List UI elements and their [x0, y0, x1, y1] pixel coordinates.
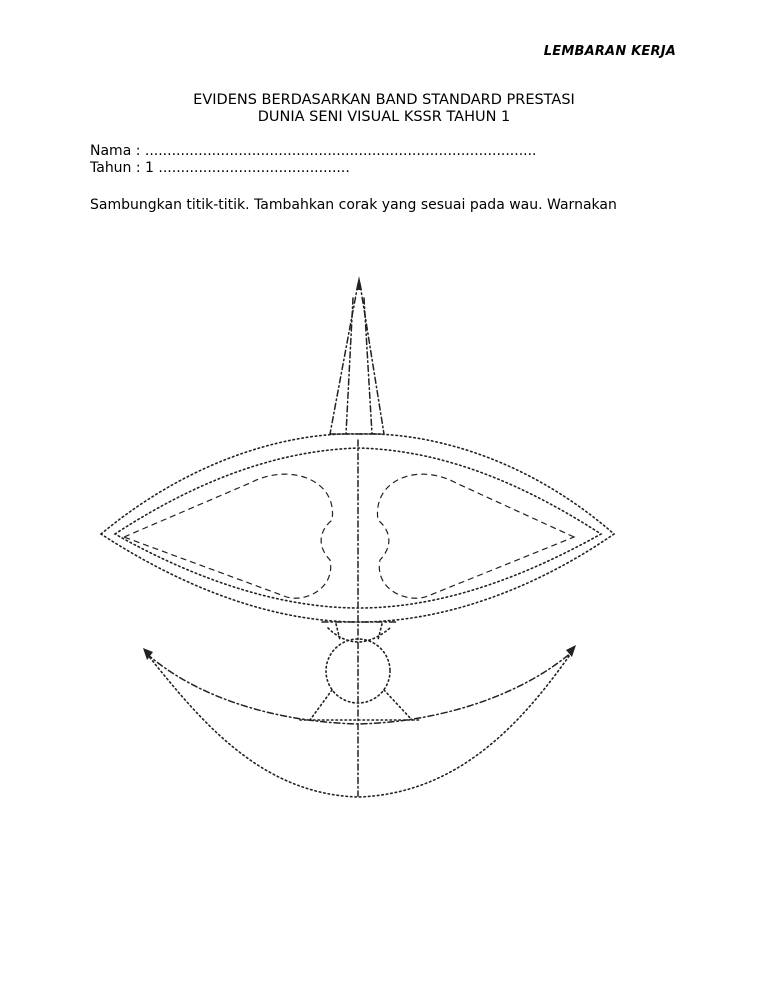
- year-field[interactable]: Tahun : 1 ...........................................: [90, 160, 350, 176]
- kite-tail: [143, 645, 576, 797]
- title-line-2: DUNIA SENI VISUAL KSSR TAHUN 1: [257, 109, 511, 125]
- kite-wing-hearts: [124, 474, 574, 598]
- kite-lower-connectors: [300, 690, 420, 720]
- title-line-1: EVIDENS BERDASARKAN BAND STANDARD PRESTASI: [193, 92, 575, 108]
- instruction-text: Sambungkan titik-titik. Tambahkan corak yang sesuai pada wau. Warnakan: [90, 197, 617, 213]
- name-field[interactable]: Nama : ........................................................................................: [90, 143, 537, 159]
- worksheet-label: LEMBARAN KERJA: [543, 44, 676, 59]
- kite-top-spike: [330, 276, 384, 434]
